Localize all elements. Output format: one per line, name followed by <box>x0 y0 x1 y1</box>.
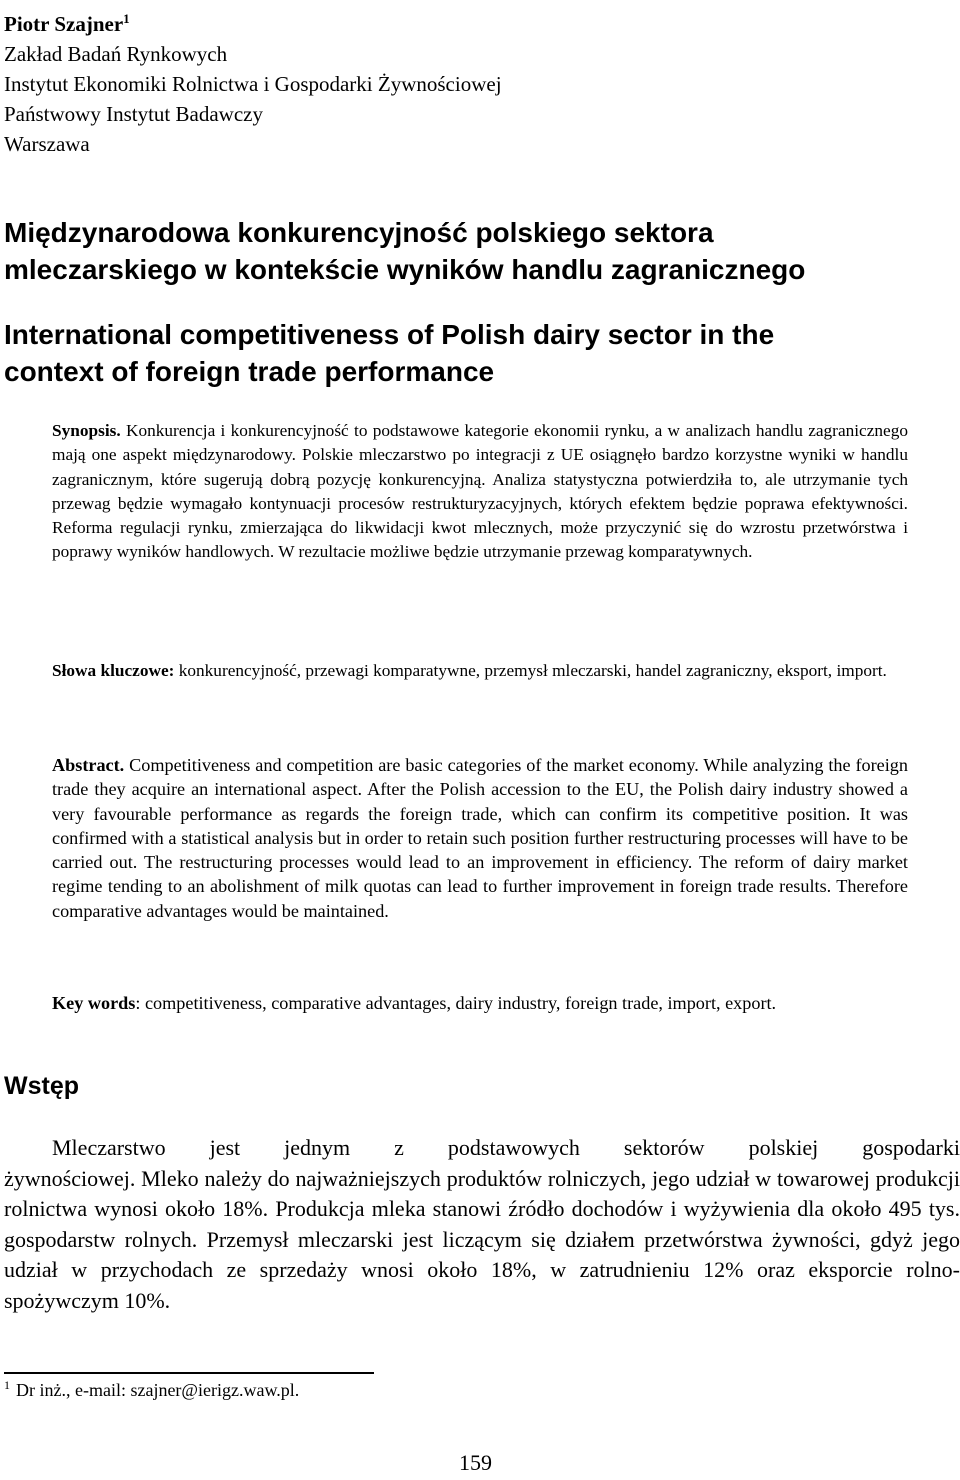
footnote <box>4 1378 299 1401</box>
synopsis-text: Konkurencja i konkurencyjność to podstawowe kategorie ekonomii rynku, a w analizach handlu zagranicznego mają one aspekt międzynarodowy. Polskie mleczarstwo po integracji z UE osiągnęło bardzo korzystne wyniki w handlu zagranicznym, które sugerują dobrą pozycję konkurencyjną. Analiza statystyczna potwierdziła to, ale utrzymanie tych przewag będzie wymagało kontynuacji procesów restrukturyzacyjnych, których efektem będzie poprawa efektywności. Reforma regulacji rynku, zmierzająca do likwidacji kwot mlecznych, może przyczynić się do wzrostu przetwórstwa i poprawy wyników handlowych. W rezultacie możliwe będzie utrzymanie przewag komparatywnych. <box>52 421 908 562</box>
abstract <box>52 753 908 923</box>
abstract-text: Competitiveness and competition are basic categories of the market economy. While analyzing the foreign trade they acquire an international aspect. After the Polish accession to the EU, the Polish dairy industry showed a very favourable performance as regards the foreign trade, which can confirm its competitive position. It was confirmed with a statistical analysis but in order to retain such position further restructuring processes will have to be carried out. The restructuring processes would lead to an improvement in efficiency. The reform of dairy market regime tending to an abolishment of milk quotas can lead to further improvement in foreign trade results. Therefore comparative advantages would be maintained. <box>52 755 908 921</box>
affiliation-line: Instytut Ekonomiki Rolnictwa i Gospodarki Żywnościowej <box>4 72 502 96</box>
title-line: mleczarskiego w kontekście wyników handlu zagranicznego <box>4 254 806 285</box>
title-polish <box>4 214 904 288</box>
footnote-text: Dr inż., e-mail: szajner@ierigz.waw.pl. <box>16 1380 300 1400</box>
section-heading-intro: Wstęp <box>4 1072 79 1100</box>
author-footnote-mark: 1 <box>123 11 130 26</box>
title-line: context of foreign trade performance <box>4 356 495 387</box>
keywords-english <box>52 991 908 1015</box>
synopsis-label: Synopsis. <box>52 421 121 440</box>
title-line: Międzynarodowa konkurencyjność polskiego sektora <box>4 217 714 248</box>
title-line: International competitiveness of Polish dairy sector in the <box>4 319 775 350</box>
keywords-polish <box>52 659 908 683</box>
intro-paragraph <box>4 1133 960 1317</box>
keywords-english-text: : competitiveness, comparative advantages, dairy industry, foreign trade, import, export. <box>135 993 777 1013</box>
intro-first-line: Mleczarstwo jest jednym z podstawowych sektorów polskiej gospodarki <box>52 1135 960 1160</box>
page-number: 159 <box>459 1450 492 1475</box>
keywords-polish-text: konkurencyjność, przewagi komparatywne, przemysł mleczarski, handel zagraniczny, eksport, import. <box>178 661 887 680</box>
keywords-english-label: Key words <box>52 993 136 1013</box>
title-english <box>4 316 904 390</box>
affiliation-line: Państwowy Instytut Badawczy <box>4 102 263 126</box>
affiliation-line: Zakład Badań Rynkowych <box>4 42 228 66</box>
synopsis <box>52 419 908 565</box>
footnote-mark: 1 <box>4 1378 10 1392</box>
author-name <box>4 4 502 39</box>
author-name-text: Piotr Szajner <box>4 12 124 36</box>
keywords-polish-label: Słowa kluczowe: <box>52 661 175 680</box>
author-block <box>4 4 502 159</box>
affiliation-line: Warszawa <box>4 132 90 156</box>
abstract-label: Abstract. <box>52 755 125 775</box>
intro-text: żywnościowej. Mleko należy do najważniejszych produktów rolniczych, jego udział w towarowej produkcji rolnictwa wynosi około 18%. Produkcja mleka stanowi źródło dochodów i wyżywienia dla około 495 tys. gospodarstw rolnych. Przemysł mleczarski jest liczącym się działem przetwórstwa żywności, gdyż jego udział w przychodach ze sprzedaży wnosi około 18%, w zatrudnieniu 12% oraz eksporcie rolno-spożywczym 10%. <box>4 1165 960 1313</box>
footnote-divider <box>4 1372 374 1374</box>
